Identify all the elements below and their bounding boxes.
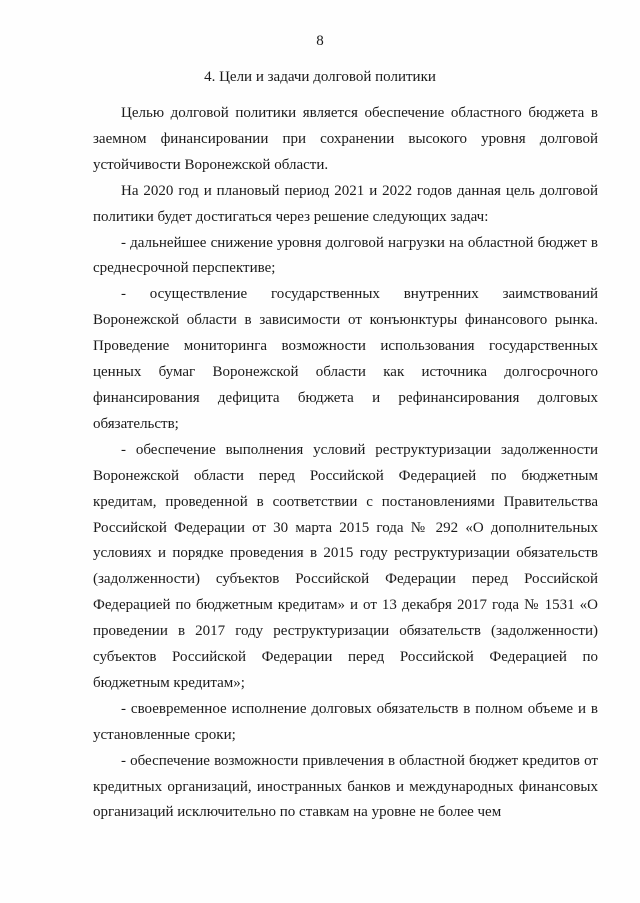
section-heading: 4. Цели и задачи долговой политики [204,69,436,85]
page-number: 8 [316,33,324,49]
list-item-borrowings: - осуществление государственных внутренних заимствований Воронежской области в зависимости от конъюнктуры финансового рынка. Проведение мониторинга возможности использования государственных ценных бумаг Воронежской области как источника долгосрочного финансирования дефицита бюджета и рефинансирования долговых обязательств; [93,286,598,432]
paragraph-goal: Целью долговой политики является обеспечение областного бюджета в заемном финансировании при сохранении высокого уровня долговой устойчивости Воронежской области. [93,105,598,173]
list-item-restructuring: - обеспечение выполнения условий реструктуризации задолженности Воронежской области перед Российской Федерацией по бюджетным кредитам, проведенной в соответствии с постановлениями Правительства Российской Федерации от 30 марта 2015 года № 292 «О дополнительных условиях и порядке проведения в 2015 году реструктуризации обязательств (задолженности) субъектов Российской Федерации перед Российской Федерацией по бюджетным кредитам» и от 13 декабря 2017 года № 1531 «О проведении в 2017 году реструктуризации обязательств (задолженности) субъектов Российской Федерации перед Российской Федерацией по бюджетным кредитам»; [93,441,598,691]
document-body [93,101,598,826]
paragraph-tasks-intro: На 2020 год и плановый период 2021 и 2022 годов данная цель долговой политики будет достигаться через решение следующих задач: [93,182,598,225]
list-item-timely-execution: - своевременное исполнение долговых обязательств в полном объеме и в установленные сроки; [93,700,598,743]
list-item-debt-load: - дальнейшее снижение уровня долговой нагрузки на областной бюджет в среднесрочной перспективе; [93,234,598,277]
list-item-credit-attraction: - обеспечение возможности привлечения в областной бюджет кредитов от кредитных организаций, иностранных банков и международных финансовых организаций исключительно по ставкам на уровне не более чем [93,752,598,821]
